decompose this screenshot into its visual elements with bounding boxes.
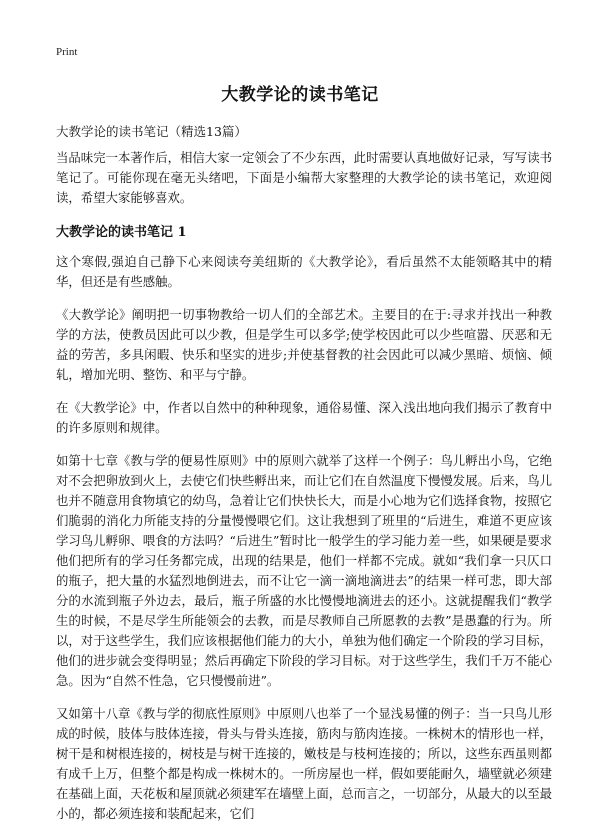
section-heading: 大教学论的读书笔记 1 <box>56 225 187 240</box>
body-paragraph: 在《大教学论》中，作者以自然中的种种现象，通俗易懂、深入浅出地向我们揭示了教育中的许多原则和规律。 <box>56 400 552 435</box>
subtitle: 大教学论的读书笔记（精选13篇） <box>56 124 247 139</box>
body-paragraph: 又如第十八章《教与学的彻底性原则》中原则八也举了一个显浅易懂的例子：当一只鸟儿形成的时候，肢体与肢体连接，骨头与骨头连接，筋肉与筋肉连接。一株树木的情形也一样，树干是和树根连接的，树枝是与树干连接的，嫩枝是与枝柯连接的；所以，这些东西虽则都有成千上万，但整个都是构成一株树木的。一所房屋也一样，假如要能耐久，墙壁就必须建在基础上面，天花板和屋顶就必须建军在墙壁上面，总而言之，一切部分，从最大的以至最小的，都必须连接和装配起来，它们 <box>56 706 552 821</box>
intro-paragraph: 当品味完一本著作后，相信大家一定领会了不少东西，此时需要认真地做好记录，写写读书笔记了。可能你现在毫无头绪吧，下面是小编帮大家整理的大教学论的读书笔记，欢迎阅读，希望大家能够喜欢。 <box>56 150 552 205</box>
page-title: 大教学论的读书笔记 <box>221 85 379 105</box>
article-body <box>56 148 552 837</box>
print-link[interactable]: Print <box>56 46 78 58</box>
body-paragraph: 这个寒假,强迫自己静下心来阅读夸美纽斯的《大教学论》，看后虽然不太能领略其中的精华，但还是有些感触。 <box>56 254 552 289</box>
body-paragraph: 《大教学论》阐明把一切事物教给一切人们的全部艺术。主要目的在于:寻求并找出一种教学的方法，使教员因此可以少教，但是学生可以多学;使学校因此可以少些喧嚣、厌恶和无益的劳苦，多具闲暇、快乐和坚实的进步;并使基督教的社会因此可以减少黑暗、烦恼、倾轧，增加光明、整饬、和平与宁静。 <box>56 307 552 382</box>
body-paragraph: 如第十七章《教与学的便易性原则》中的原则六就举了这样一个例子：鸟儿孵出小鸟，它绝对不会把卵放到火上，去使它们快些孵出来，而让它们在自然温度下慢慢发展。后来，鸟儿也并不随意用食物填它的幼鸟，急着让它们快快长大，而是小心地为它们选择食物，按照它们脆弱的消化力所能支持的分量慢慢喂它们。这让我想到了班里的“后进生，难道不更应该学习鸟儿孵卵、喂食的方法吗？“后进生”暂时比一般学生的学习能力差一些，如果硬是要求他们把所有的学习任务都完成，出现的结果是，他们一样都不完成。就如“我们拿一只仄口的瓶子，把大量的水猛烈地倒进去，而不让它一滴一滴地滴进去”的结果一样可悲，即大部分的水流到瓶子外边去，最后，瓶子所盛的水比慢慢地滴进去的还小。这就提醒我们“教学生的时候，不是尽学生所能领会的去教，而是尽教师自己所愿教的去教”是愚蠢的行为。所以，对于这些学生，我们应该根据他们能力的大小，单独为他们确定一个阶段的学习目标，他们的进步就会变得明显；然后再确定下阶段的学习目标。对于这些学生，我们千万不能心急。因为“自然不性急，它只慢慢前进”。 <box>56 453 552 688</box>
